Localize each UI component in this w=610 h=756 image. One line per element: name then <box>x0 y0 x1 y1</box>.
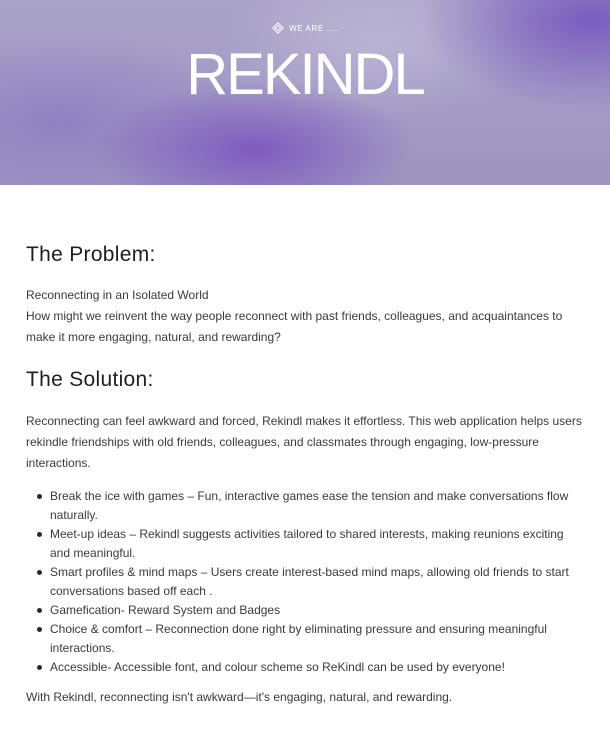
feature-item: Gamefication- Reward System and Badges <box>50 601 584 620</box>
solution-heading: The Solution: <box>26 368 154 391</box>
hero-title: REKINDL <box>186 42 424 107</box>
feature-item: Smart profiles & mind maps – Users create interest-based mind maps, allowing old friends to start conversations based off each . <box>50 563 584 601</box>
hero-eyebrow-text: WE ARE .... <box>289 23 338 33</box>
problem-statement <box>26 285 584 348</box>
hero-eyebrow <box>0 22 610 34</box>
problem-question: How might we reinvent the way people reconnect with past friends, colleagues, and acquaintances to make it more engaging, natural, and rewarding? <box>26 309 563 344</box>
feature-item: Break the ice with games – Fun, interactive games ease the tension and make conversations flow naturally. <box>50 487 584 525</box>
problem-subtitle: Reconnecting in an Isolated World <box>26 288 209 302</box>
closing-statement: With Rekindl, reconnecting isn't awkward—it's engaging, natural, and rewarding. <box>26 690 453 704</box>
solution-intro: Reconnecting can feel awkward and forced, Rekindl makes it effortless. This web application helps users rekindle friendships with old friends, colleagues, and classmates through engaging, low-pressure interactions. <box>26 414 582 470</box>
diamond-logo-icon <box>272 22 284 34</box>
hero-banner <box>0 0 610 185</box>
feature-item: Meet-up ideas – Rekindl suggests activities tailored to shared interests, making reunions exciting and meaningful. <box>50 525 584 563</box>
feature-item: Choice & comfort – Reconnection done right by eliminating pressure and ensuring meaningful interactions. <box>50 620 584 658</box>
problem-heading: The Problem: <box>26 243 156 266</box>
feature-item: Accessible- Accessible font, and colour scheme so ReKindl can be used by everyone! <box>50 658 584 677</box>
main-content <box>0 243 610 708</box>
feature-list <box>26 487 584 677</box>
